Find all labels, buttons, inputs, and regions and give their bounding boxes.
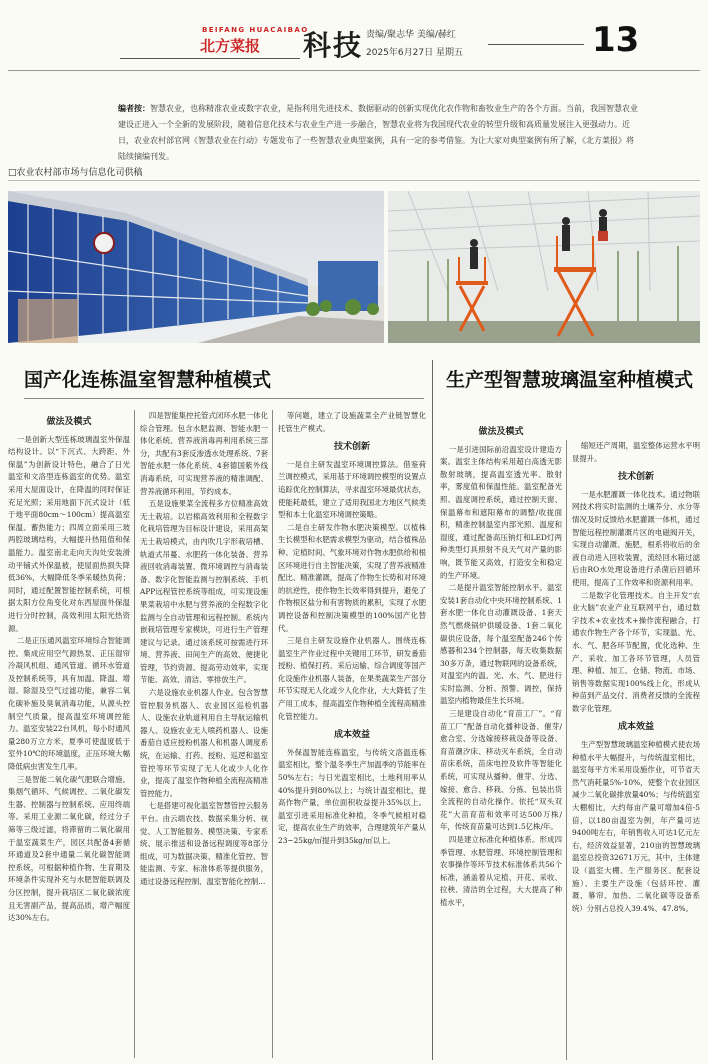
paragraph: 三是自主研发设施作业机器人。围绕连栋温室生产作业过程中关键用工环节，研发番茄授粉、植保打药、采后运输、综合调度等国产化设施作业机器人装备，在果类蔬菜生产部分环节实现无人化或少人化作业，大大降低了生产用工成本，提高温室作物种植全流程高精准化管控能力。 — [278, 636, 426, 721]
article-credit: □农业农村部市场与信息化司供稿 — [8, 168, 143, 178]
paragraph: 外保温智能连栋温室，与传统文洛温连栋温室相比，整个温冬季生产加温季的节能率在50%左右；与日光温室相比，土地利用率从40%提升到80%以上；与统计温室相比，提高作物产量，单位面积收益提升35%以上。温室引进采用标准化种植，冬季气候相对稳定，提高农业生产的效率，合理建筑年产量从23~25kg/㎡提升到35kg/㎡以上。 — [278, 747, 426, 845]
right-article-col1 — [440, 420, 562, 1060]
greenhouse-interior-illustration — [388, 191, 700, 343]
right-article-title: 生产型智慧玻璃温室种植模式 — [446, 369, 694, 391]
section-subheading: 技术创新 — [617, 472, 654, 483]
date-line: 2025年6月27日 星期五 — [366, 48, 463, 58]
credit-rule — [8, 180, 700, 181]
left-article-col2 — [140, 410, 268, 1058]
masthead — [0, 0, 708, 88]
left-article-col1 — [8, 410, 130, 1058]
paragraph: 二是自主研发作物水肥决策模型。以植株生长模型和水肥需求模型为驱动，结合植株品种、定植时间、气象环境对作物水肥供给和根区环境进行自主智能决策，实现了营养液精准配比、精准灌溉，提高了作物生长势和对环境的抗逆性，使作物生长效率得到提升，避免了作物根区盐分和有害物质的累积，实现了水肥调控设备和控制决策模型的100%国产化替代。 — [278, 522, 426, 633]
masthead-right-rule — [488, 44, 584, 45]
paragraph: 缩短还产周期，温室整体运营水平明显提升。 — [572, 441, 700, 463]
greenhouse-exterior-photo — [8, 191, 384, 343]
editors-note — [118, 100, 638, 165]
section-subheading: 成本效益 — [617, 722, 654, 733]
left-article-title: 国产化连栋温室智慧种植模式 — [24, 369, 272, 391]
paragraph: 一是自主研发温室环境调控算法。借鉴荷兰调控模式，采用基于环境调控模型的设置点追踪优化控制算法，寻求温室环境最优状态，使能耗最低，建立了适用我国北方地区气候类型和本土化温室环境调控策略。 — [278, 459, 426, 520]
paragraph: 二是数字化管理技术。自主开发“农业大脑”农业产业互联网平台，通过数字技术+农业技术+操作流程融合，打通农作物生产各个环节，实现温、光、水、气、肥各环节配置，优化选种、生产、采收、加工各环节管理，人员管理、种植、加工、仓储、物流、市场、销售等数据实现100%线上化，形成从种苗到产品交付、消费者反馈的全流程数字化管理。 — [572, 590, 700, 713]
page-number: 13 — [592, 20, 640, 60]
paper-name-en: BEIFANG HUACAIBAO — [202, 26, 309, 34]
greenhouse-exterior-illustration — [8, 191, 384, 343]
section-subheading: 技术创新 — [333, 442, 370, 453]
editors-note-label: 编者按： — [118, 103, 150, 113]
paragraph: 等问题，建立了设施蔬菜全产业链智慧化托管生产模式。 — [278, 411, 426, 433]
column-rule — [566, 440, 567, 1060]
paragraph: 四是建立标准化种植体系。形成四季管理、水肥管理、环境控制管理和农事操作等环节技术标准体系共56个标准，涵盖着从定植、开花、采收、拉秧、清洁的全过程，大大提高了种植水平， — [440, 835, 562, 907]
paragraph: 二是提升温室智能控制水平。温室安装1套自动化中央环境控制系统、1套水肥一体化自动灌溉设备、1套天然气燃烧锅炉供暖设备、1套二氧化碳供应设备，每个温室配备246个传感器和234个控制器，每天收集数据30多万条，通过物联网的设备系统，对温室内的温、光、水、气、肥进行实时监测、分析、预警、调控，保持温室内植物最佳生长环境。 — [440, 583, 562, 706]
paragraph: 二是正压通风温室环境综合智能调控。集成应用空气源热泵、正压湿帘冷凝风机组、通风管道、循环水管道及控制系统等，具有加温、降温、增湿、除湿及空气过滤功能，兼容二氧化碳补施及臭氧消毒功能，从源头控制空气质量，提高温室环境调控能力。温室安装22台风机，每小时通风量280万立方米，夏季可使温度低于室外10℃的环境温度，正压环境大幅降低病虫害发生几率。 — [8, 636, 130, 772]
section-title: 科技 — [303, 29, 364, 62]
paragraph: 四是智能集控托管式闭环水肥一体化综合管理。包含水肥监测、智能水肥一体化系统、营养液消毒再利用系统三部分，共配有3套反渗透水处理系统、7套智能水肥一体化系统、4套德国紫外线消毒系统，可实现营养液的精准调配、营养液循环利用，节约成本。 — [140, 411, 268, 496]
editors-note-text: 智慧农业，也称精准农业或数字农业，是指利用先进技术、数据驱动的创新实现优化农作物和畜牧业生产的各个方面。当前，我国智慧农业建设正进入一个全新的发展阶段，随着信息化技术与农业生产进一步融合，智慧农业将为我国现代农业的转型升级和高质量发展注入更强动力。近日，农业农村部官网《智慧农业在行动》专题发布了一些智慧农业典型案例，具有一定的参考借鉴。为让大家对典型案例有所了解，《北方菜报》将陆续摘编刊发。 — [118, 104, 638, 161]
editors-line: 责编/聚志华 美编/赫红 — [366, 30, 456, 40]
section-subheading: 做法及模式 — [46, 417, 92, 427]
masthead-bottom-rule — [8, 70, 700, 71]
section-subheading: 成本效益 — [333, 730, 370, 741]
glass-greenhouse-interior-photo — [388, 191, 700, 343]
paragraph: 七是搭建可视化温室智慧管控云服务平台。由云端农技、数据采集分析、视觉、人工智能服务、模型决策、专家系统、展示推送和设备远程调度等8部分组成，可为数据决策、精准化管控、智能监测、专家、标准体系等提供服务，通过设备远程控制、温室智能化控制... — [140, 801, 268, 886]
masthead-left-rule — [120, 58, 300, 59]
section-subheading: 做法及模式 — [478, 427, 524, 437]
article-divider — [432, 360, 433, 1060]
column-rule — [272, 410, 273, 1058]
paragraph: 三是智能二氧化碳气肥联合增施。集烟气循环、气候调控、二氧化碳发生器、控制器与控制系统、应用终端等。采用工业源二氧化碳，经过分子筛等三级过滤，将滞留的二氧化碳用于温室蔬菜生产，园区共配备4套循环通道及2套中通量二氧化碳智能调控系统，可根据种植作物、生育期及环境条件实现补充与水肥智能联调及分区控制，提升栽培区二氧化碳浓度且无害副产品，提高品质，增产幅度达30%左右。 — [8, 774, 130, 923]
paragraph: 五是设施果菜全流程多方位精准高效无土栽培。以岩棉高效利用和全程数字化栽培管理为目标设计建设，采用高架无土栽培模式，由内吹几字形栽培槽、轨道式吊蔓、水肥药一体化装备、营养液回收消毒装置、微环境调控与消毒装备、数字化智能监测与控制系统、手机APP远程管控系统等组成，可实现设施果菜栽培中水肥与营养液的全程数字化监测与全自动管理和远程控制。系统内嵌栽培管理专家模块，可进行生产管理建议与记录。通过该系统可按需进行环境、营养液、田间生产的高效、便捷化管理，节约资源、提高劳动效率，实现节能、高效、清洁、零排放生产。 — [140, 499, 268, 685]
paragraph: 生产型智慧玻璃温室种植模式使农场种植水平大幅提升，与传统温室相比，温室每平方米采用设施作业，可节省天然气消耗量5%-10%，使整个农业园区减少二氧化碳排放量40%；与传统温室大棚相比，大约每亩产量可增加4倍-5倍，以180亩温室为例，年产量可达9400吨左右，年销售收入可达1亿元左右，经济效益显著，210亩的智慧玻璃温室总投资32671万元，其中，主体建设（温室大棚、生产服务区、配套设施）、主要生产设施（包括环控、灌溉、幕帘、加热、二氧化碳等设备系统）分别占总投入39.4%、47.8%。 — [572, 740, 700, 913]
paragraph: 一是创新大型连栋玻璃温室外保温结构设计。以“下沉式、大跨距、外保温”为创新设计特色，融合了日光温室和文洛型连栋温室的优势。温室采用大屋面设计，在降温的同时保证充足光照；采用地面下沉式设计（低于地平面80cm～100cm）提高温室保温、蓄热能力；四周立面采用三玻两腔玻璃结构，大幅提升热阻值和保温能力。温室南北走向天沟处安装滑动平铺式外保温被，使屋面热损失降低36%，大幅降低冬季采暖热负荷；同时，通过配置智能控制系统，可根据太阳方位角变化对东西屋面外保温进行分时控制，高效利用太阳光热资源。 — [8, 434, 130, 633]
paragraph: 一是水肥灌溉一体化技术。通过物联网技术将实时监测的土壤养分、水分等情况及时反馈给水肥灌溉一体机，通过智能远程控制灌溉片区的电磁阀开关，实现自动灌溉、施肥，根系将收后的余液自动进入回收装置，流经回水箱过滤后由RO水处理设备进行杀菌后回循环使用，提高了工作效率和资源利用率。 — [572, 489, 700, 587]
right-article-col2 — [572, 440, 700, 1060]
paper-name-cn: 北方菜报 — [200, 37, 261, 55]
paragraph: 一是引进国际前沿温室设计建造方案。温室主体结构采用超白高透无影散射玻璃，提高温室透光率、散射率，雾度值和保温性能。温室配备光照、温度调控系统，通过控制天窗、保温幕布和遮阳幕布的调整/收拢面积，精准控制温室内部光照、温度和湿度，通过配备高压钠灯和LED灯两种类型灯具照射不良天气对产量的影响，既节能又高效，打造安全和稳定的生产环境。 — [440, 444, 562, 580]
left-article-col3 — [278, 410, 426, 1058]
column-rule — [134, 410, 135, 1058]
left-title-rule — [24, 398, 424, 399]
paragraph: 六是设施农业机器人作业。包含智慧管控服务机器人、农业园区巡检机器人、设施农业轨道利用自主导航运输机器人、设施农业无人喷药机器人、设施番茄自适应授粉机器人和机器人调度系统，在运输、打药、授粉、巡逻和温室管控等环节实现了无人化或少人化作业，提高了温室作物种植全流程高精准管控能力。 — [140, 688, 268, 798]
paragraph: 三是建设自动化“育苗工厂”。“育苗工厂”配备自动化播种设备、催芽/愈合室、分选嫁接移栽设备等设备、育苗潮汐床、移动灭车系统，全自动苗床系统，苗床电控及软件等智能化系统，可实现从播种、催芽、分选、嫁接、愈合、移栽、分拣、包装出货全流程的自动化操作。依托“双头双花”大苗育苗和效率可达500万株/年，传统育苗量可达到1.5亿株/年。 — [440, 709, 562, 832]
